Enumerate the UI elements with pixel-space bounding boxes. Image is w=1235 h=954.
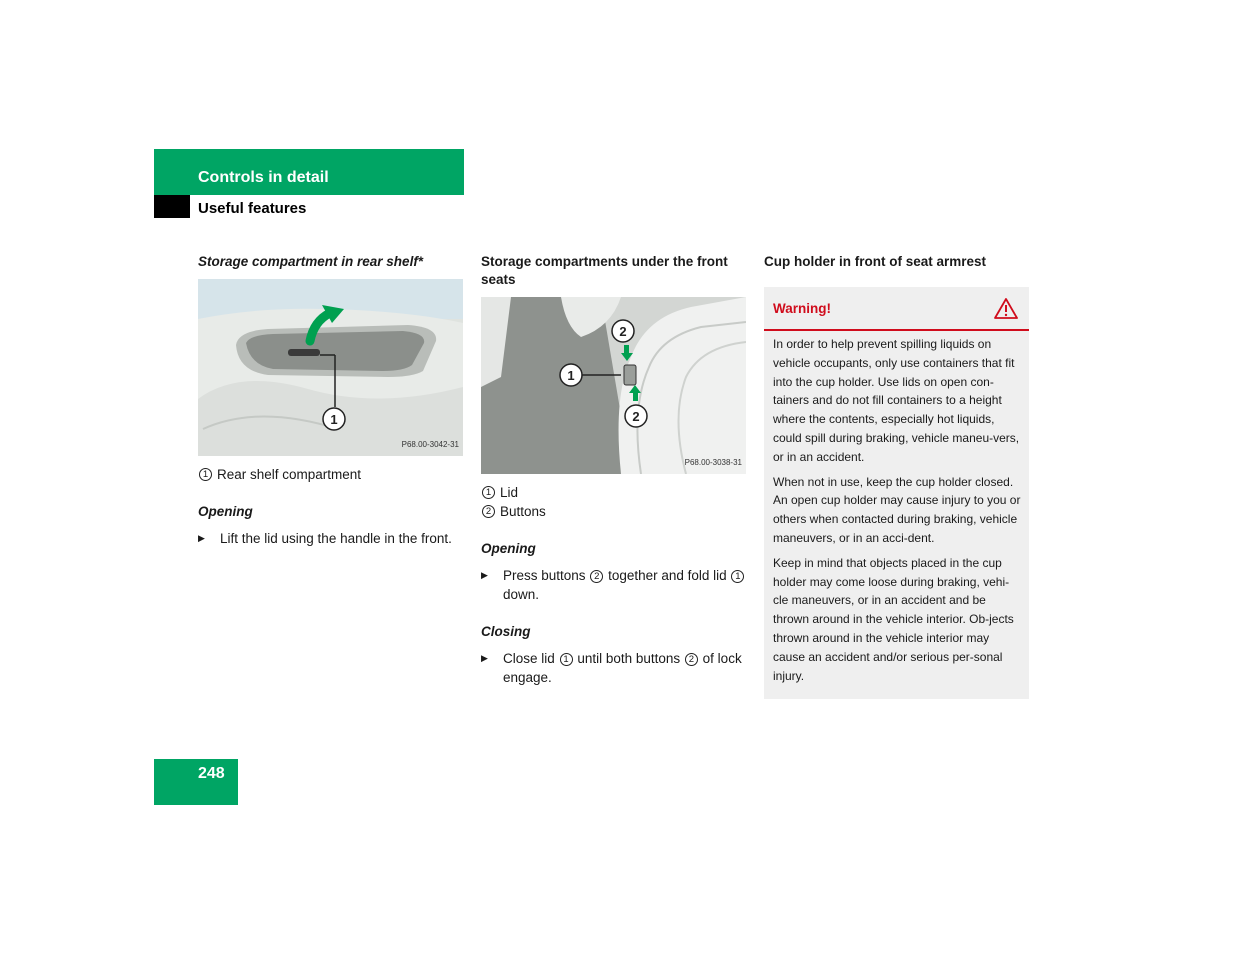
callout-2-bottom: 2	[632, 409, 640, 424]
callout-ref: 2	[590, 570, 603, 583]
instruction-step	[198, 529, 466, 548]
step-text-part: Close lid	[503, 651, 555, 666]
instruction-step	[481, 649, 749, 687]
front-seat-heading: Storage compartments under the front seats	[481, 254, 728, 287]
legend-text: Buttons	[500, 504, 546, 519]
rear-shelf-heading: Storage compartment in rear shelf*	[198, 254, 424, 269]
subsection-title: Useful features	[198, 200, 307, 217]
figure-code: P68.00-3042-31	[401, 440, 459, 449]
warning-triangle-icon	[993, 297, 1019, 320]
warning-body	[764, 331, 1029, 685]
legend-item	[481, 502, 749, 521]
step-text	[503, 649, 749, 687]
figure-legend	[481, 483, 749, 521]
legend-item	[481, 483, 749, 502]
warning-paragraph: In order to help prevent spilling liquids on vehicle occupants, only use containers that fit into the cup holder. Use lids on open con-tainers and do not fill containers to a height where the contents, especially hot liquids, could spill during braking, vehicle maneu-vers, or in an accident.	[773, 337, 1020, 464]
legend-number: 2	[482, 505, 495, 518]
warning-title: Warning!	[773, 300, 831, 316]
front-seat-figure	[481, 297, 746, 474]
opening-heading: Opening	[198, 504, 253, 519]
rear-shelf-illustration	[198, 279, 463, 456]
cup-holder-heading: Cup holder in front of seat armrest	[764, 254, 987, 269]
step-text-part: down.	[503, 587, 540, 602]
step-text-part: until both buttons	[577, 651, 681, 666]
callout-ref: 1	[731, 570, 744, 583]
bullet-arrow-icon: ▶	[198, 533, 205, 543]
warning-box	[764, 287, 1029, 699]
step-text-part: together and fold lid	[608, 568, 727, 583]
figure-legend	[198, 465, 466, 484]
rear-shelf-figure	[198, 279, 463, 456]
legend-text: Lid	[500, 485, 519, 500]
section-marker	[154, 195, 190, 218]
callout-ref: 1	[560, 653, 573, 666]
callout-1: 1	[567, 368, 575, 383]
cup-holder-column	[764, 253, 1029, 699]
closing-heading: Closing	[481, 624, 531, 639]
step-text	[503, 566, 749, 604]
instruction-step	[481, 566, 749, 604]
bullet-arrow-icon: ▶	[481, 653, 488, 663]
warning-header	[764, 287, 1029, 331]
rear-shelf-column	[198, 253, 466, 548]
step-text-part: Press buttons	[503, 568, 586, 583]
callout-1: 1	[330, 412, 338, 427]
page-number: 248	[198, 765, 225, 782]
legend-number: 1	[199, 468, 212, 481]
opening-heading: Opening	[481, 541, 536, 556]
legend-text: Rear shelf compartment	[217, 467, 362, 482]
figure-code: P68.00-3038-31	[684, 458, 742, 467]
callout-2-top: 2	[619, 324, 627, 339]
front-seat-column	[481, 253, 749, 687]
legend-item	[198, 465, 466, 484]
section-title: Controls in detail	[198, 169, 329, 186]
step-text: Lift the lid using the handle in the front.	[220, 531, 452, 546]
warning-paragraph: When not in use, keep the cup holder closed. An open cup holder may cause injury to you or others when contacted during braking, vehicle maneuvers, or in an acci-dent.	[773, 474, 1021, 545]
legend-number: 1	[482, 486, 495, 499]
front-seat-illustration	[481, 297, 746, 474]
step-text-part: of lock engage.	[503, 651, 742, 685]
page-number-box	[154, 759, 238, 805]
callout-ref: 2	[685, 653, 698, 666]
warning-paragraph: Keep in mind that objects placed in the cup holder may come loose during braking, vehi-cle maneuvers, or in an accident and be thrown around in the vehicle interior. Ob-jects thrown around in the vehicle interior may cause an accident and/or serious per-sonal injury.	[773, 555, 1014, 683]
bullet-arrow-icon: ▶	[481, 570, 488, 580]
